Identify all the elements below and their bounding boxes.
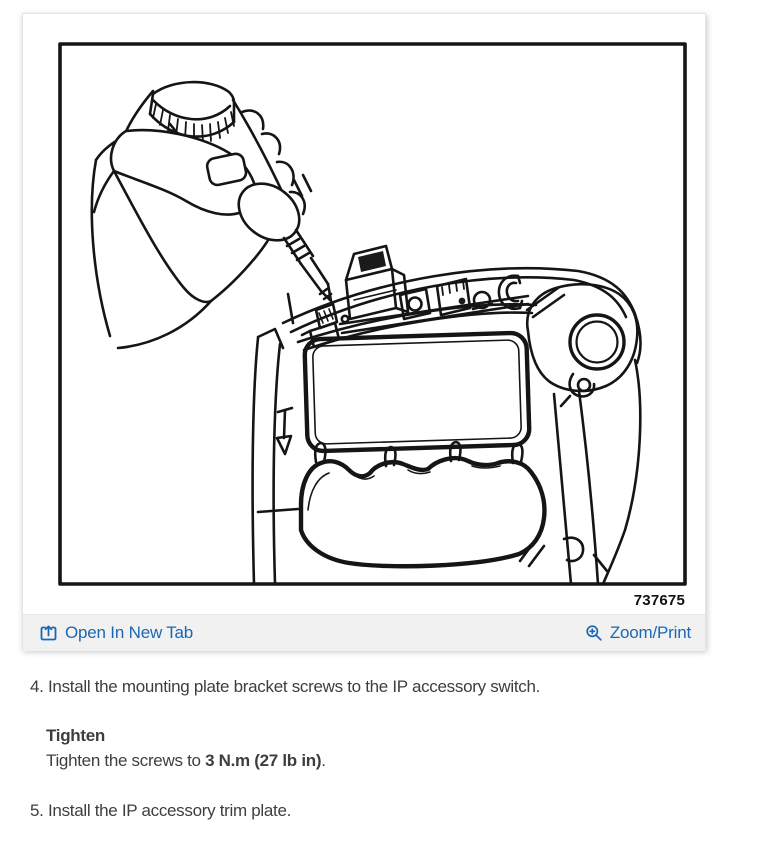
radio-opening [304, 333, 529, 452]
figure-panel [22, 13, 706, 650]
right-pillar [554, 360, 640, 584]
zoom-plus-icon [585, 624, 603, 642]
zoom-print-label: Zoom/Print [609, 623, 691, 642]
figure-toolbar [23, 614, 705, 651]
technical-illustration [58, 42, 687, 586]
instruction-step-4: 4. Install the mounting plate bracket screws to the IP accessory switch. [30, 677, 541, 696]
coin-pocket [301, 442, 544, 566]
open-in-new-tab-label: Open In New Tab [65, 623, 194, 642]
screwdriver-shaft [228, 172, 331, 301]
open-in-new-tab-link[interactable] [39, 623, 193, 643]
vent-assembly [527, 284, 637, 406]
tighten-spec-suffix: . [321, 751, 326, 770]
tighten-spec-prefix: Tighten the screws to [46, 751, 206, 770]
tighten-spec-value: 3 N.m (27 lb in) [205, 751, 322, 770]
left-pillar [253, 338, 298, 584]
open-in-new-tab-icon [39, 624, 58, 643]
instruction-step-5: 5. Install the IP accessory trim plate. [30, 801, 292, 820]
zoom-print-link[interactable] [585, 623, 691, 643]
tighten-spec-line [46, 751, 326, 771]
tighten-heading: Tighten [46, 726, 105, 745]
figure-number: 737675 [633, 592, 685, 609]
